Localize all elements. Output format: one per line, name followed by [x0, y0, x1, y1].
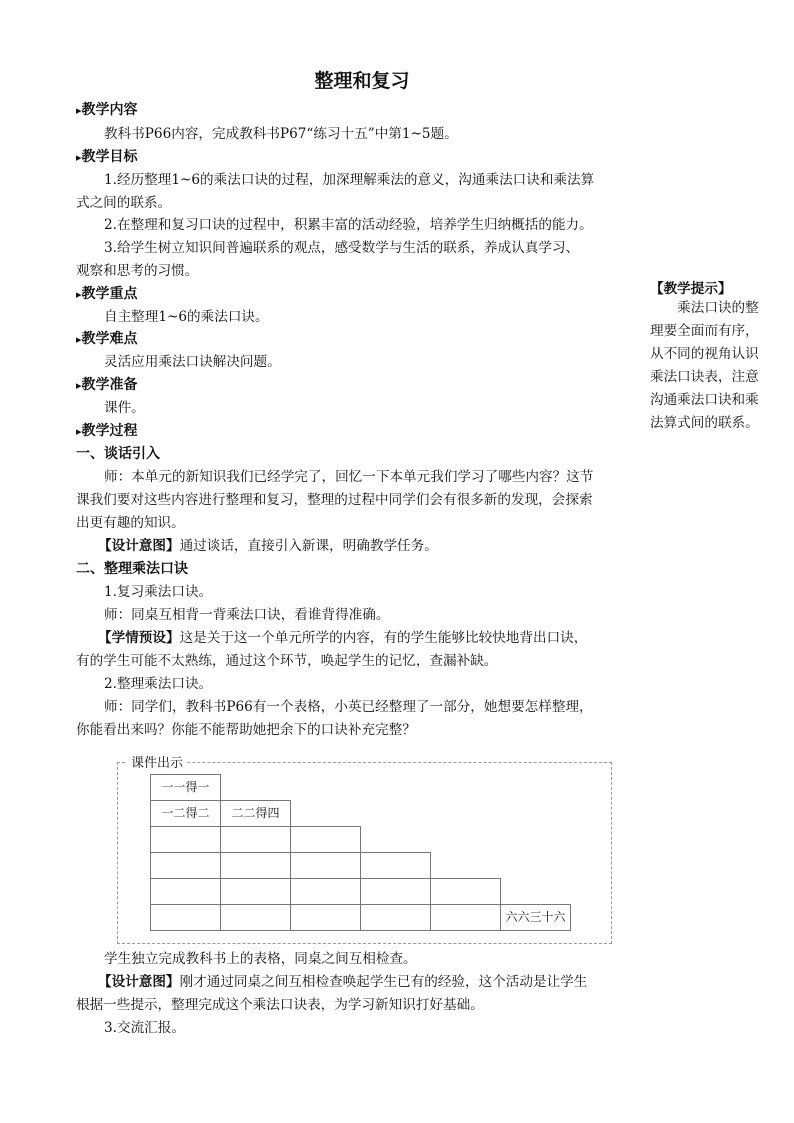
sidebar-line: 理要全面而有序， [650, 323, 759, 339]
table-cell: 一一得一 [150, 774, 221, 801]
sidebar-line: 乘法口诀的整 [650, 300, 759, 316]
sidebar-line: 乘法口诀表，注意 [650, 369, 759, 385]
page-title: 整理和复习 [314, 70, 410, 92]
step-2-line-1: 师：同学们，教科书P66有一个表格，小英已经整理了一部分，她想要怎样整理， [104, 699, 593, 715]
content-text: 教科书P66内容，完成教科书P67“练习十五”中第1~5题。 [104, 126, 458, 142]
step-1: 1.复习乘法口诀。 [104, 584, 213, 600]
table-cell [220, 852, 291, 879]
heading-process: ▸教学过程 [76, 423, 138, 439]
table-cell [150, 852, 221, 879]
table-cell [430, 904, 501, 931]
section-1-heading: 一、谈话引入 [76, 446, 160, 462]
step-2: 2.整理乘法口诀。 [104, 676, 213, 692]
table-cell [290, 878, 361, 905]
table-cell [360, 904, 431, 931]
table-cell [360, 878, 431, 905]
after-table-text: 学生独立完成教科书上的表格，同桌之间互相检查。 [104, 951, 417, 967]
section-1-p1-line-1: 师：本单元的新知识我们已经学完了，回忆一下本单元我们学习了哪些内容？这节 [104, 469, 594, 485]
heading-prep: ▸教学准备 [76, 377, 138, 393]
heading-difficulty: ▸教学难点 [76, 331, 138, 347]
step-1-text: 师：同桌互相背一背乘法口诀，看谁背得准确。 [104, 607, 390, 623]
table-cell: 二二得四 [220, 800, 291, 827]
table-cell [290, 826, 361, 853]
section-1-design-intent: 【设计意图】通过谈话，直接引入新课，明确教学任务。 [98, 538, 438, 554]
table-cell [290, 852, 361, 879]
step-3: 3.交流汇报。 [104, 1020, 185, 1036]
table-cell [360, 852, 431, 879]
goal-1-line-2: 式之间的联系。 [76, 195, 172, 211]
table-cell [220, 878, 291, 905]
table-cell [290, 904, 361, 931]
goal-3-line-1: 3.给学生树立知识间普遍联系的观点，感受数学与生活的联系，养成认真学习、 [104, 240, 580, 256]
section-1-p1-line-2: 课我们要对这些内容进行整理和复习，整理的过程中同学们会有很多新的发现，会探索 [76, 492, 593, 508]
goal-3-line-2: 观察和思考的习惯。 [76, 263, 199, 279]
sidebar-line: 从不同的视角认识 [650, 346, 759, 362]
step-2-line-2: 你能看出来吗？你能不能帮助她把余下的口诀补充完整？ [76, 722, 416, 738]
goal-1-line-1: 1.经历整理1~6的乘法口诀的过程，加深理解乘法的意义，沟通乘法口诀和乘法算 [104, 172, 595, 188]
sidebar-line: 法算式间的联系。 [650, 415, 759, 431]
learning-preset-line-2: 有的学生可能不太熟练，通过这个环节，唤起学生的记忆，查漏补缺。 [76, 653, 498, 669]
table-cell [150, 904, 221, 931]
goal-2: 2.在整理和复习口诀的过程中，积累丰富的活动经验，培养学生归纳概括的能力。 [104, 217, 593, 233]
section-2-design-intent-line-1: 【设计意图】刚才通过同桌之间互相检查唤起学生已有的经验，这个活动是让学生 [98, 974, 588, 990]
prep-text: 课件。 [104, 400, 145, 416]
difficulty-text: 灵活应用乘法口诀解决问题。 [104, 354, 281, 370]
key-text: 自主整理1~6的乘法口诀。 [104, 309, 269, 325]
section-2-heading: 二、整理乘法口诀 [76, 561, 188, 577]
sidebar-line: 沟通乘法口诀和乘 [650, 392, 759, 408]
heading-goals: ▸教学目标 [76, 149, 138, 165]
section-1-p1-line-3: 出更有趣的知识。 [76, 515, 185, 531]
table-cell [430, 878, 501, 905]
table-cell [220, 904, 291, 931]
table-cell: 一二得二 [150, 800, 221, 827]
sidebar-title: 【教学提示】 [650, 281, 732, 297]
table-cell: 六六三十六 [500, 904, 571, 931]
table-cell [220, 826, 291, 853]
courseware-label: 课件出示 [127, 752, 187, 771]
section-2-design-intent-line-2: 根据一些提示，整理完成这个乘法口诀表，为学习新知识打好基础。 [76, 997, 484, 1013]
table-cell [150, 878, 221, 905]
heading-content: ▸教学内容 [76, 102, 138, 118]
table-cell [150, 826, 221, 853]
heading-key: ▸教学重点 [76, 286, 138, 302]
learning-preset-line-1: 【学情预设】这是关于这一个单元所学的内容，有的学生能够比较快地背出口诀， [98, 630, 588, 646]
